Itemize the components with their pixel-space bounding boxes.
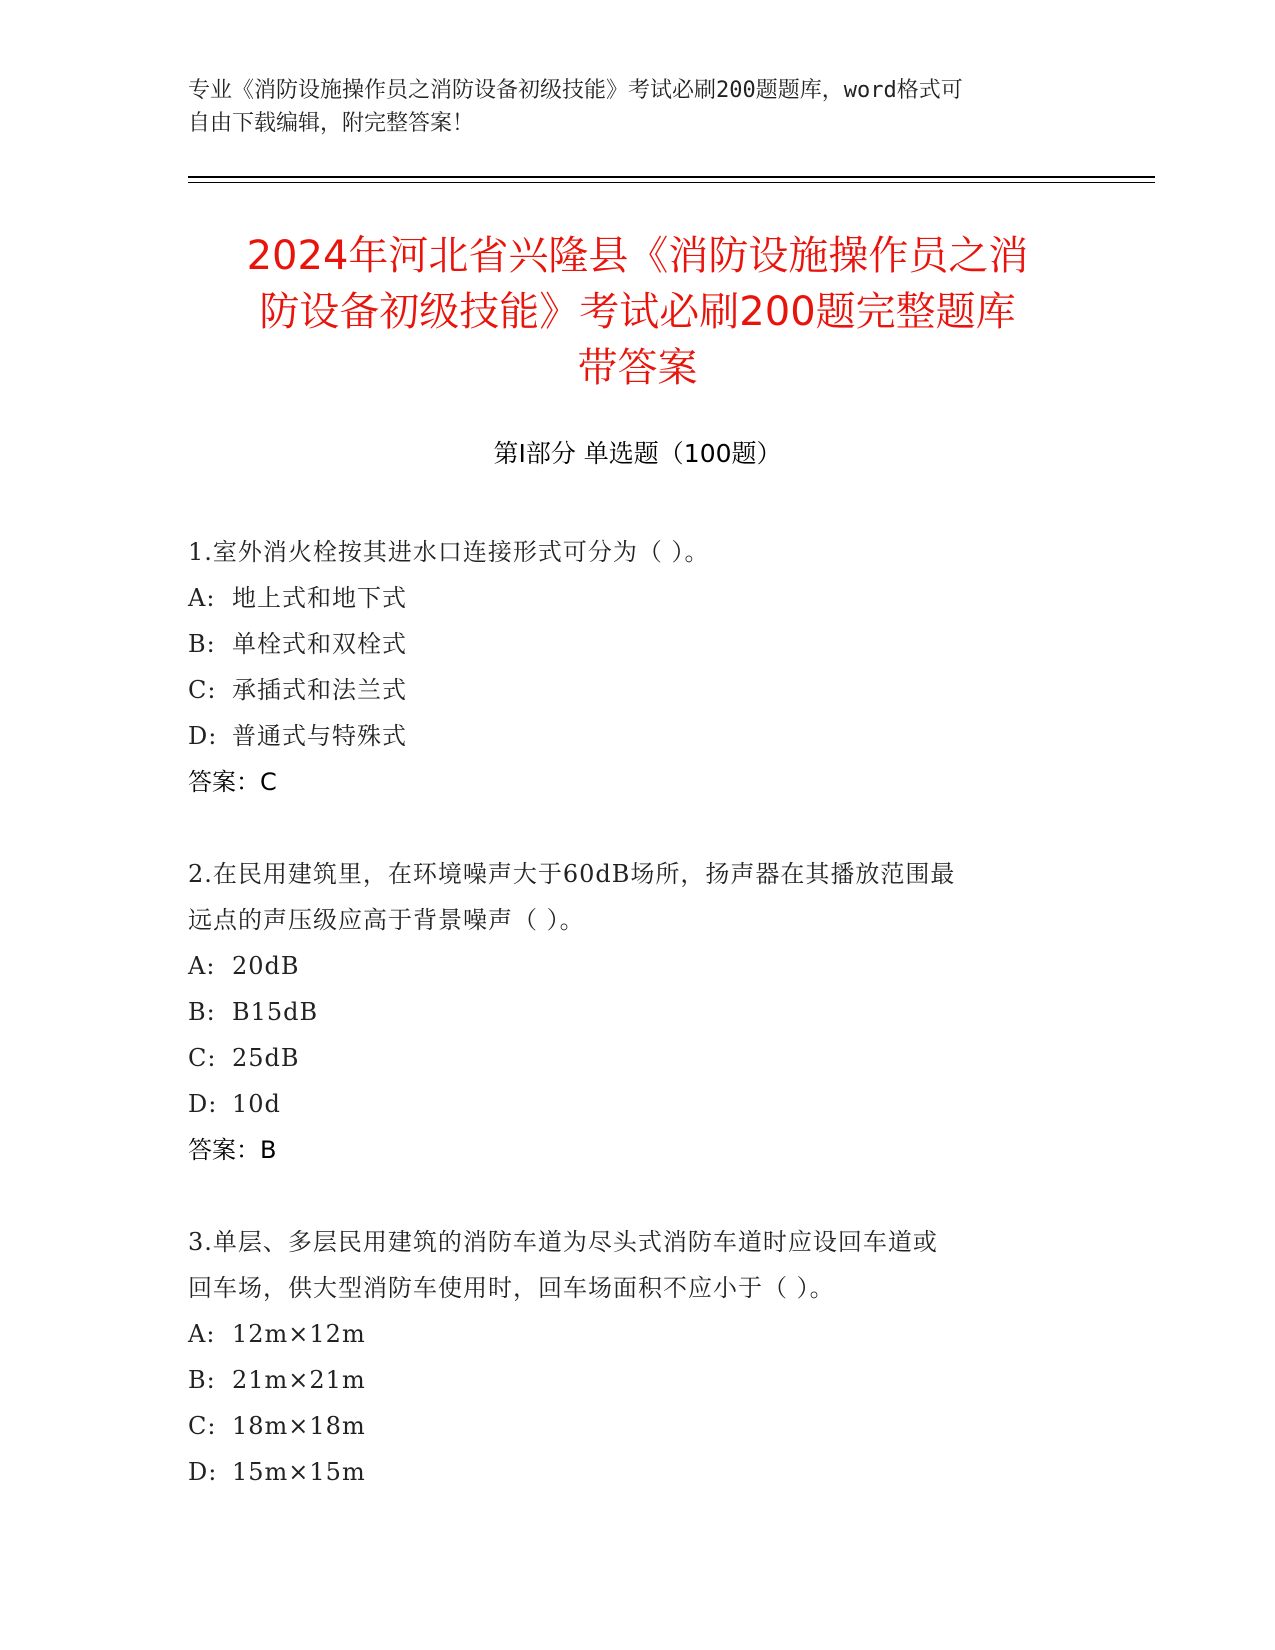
option-text: 普通式与特殊式 — [232, 722, 407, 750]
question-stem-continued: 回车场，供大型消防车使用时，回车场面积不应小于（ ）。 — [188, 1274, 835, 1302]
option-letter: B: — [188, 1366, 216, 1394]
option-text: 承插式和法兰式 — [232, 676, 407, 704]
title-line-1: 2024年河北省兴隆县《消防设施操作员之消 — [246, 233, 1029, 279]
option-b — [188, 989, 1088, 1035]
document-title — [160, 228, 1115, 396]
question-list — [188, 529, 1088, 1541]
option-a — [188, 1311, 1088, 1357]
question-stem: 2.在民用建筑里，在环境噪声大于60dB场所，扬声器在其播放范围最 — [188, 860, 956, 888]
option-letter: B: — [188, 998, 216, 1026]
option-letter: D: — [188, 1090, 218, 1118]
option-b — [188, 621, 1088, 667]
option-letter: A: — [188, 952, 216, 980]
option-letter: D: — [188, 722, 218, 750]
option-text: 10d — [232, 1090, 281, 1118]
option-c — [188, 1035, 1088, 1081]
option-text: 地上式和地下式 — [232, 584, 407, 612]
option-d — [188, 1449, 1088, 1495]
option-letter: C: — [188, 1412, 217, 1440]
question-1 — [188, 529, 1088, 805]
option-letter: C: — [188, 676, 217, 704]
header-divider-thin — [188, 182, 1155, 183]
option-d — [188, 1081, 1088, 1127]
option-text: 12m×12m — [232, 1320, 366, 1348]
option-text: 18m×18m — [232, 1412, 366, 1440]
option-text: 单栓式和双栓式 — [232, 630, 407, 658]
header-divider-thick — [188, 176, 1155, 178]
document-intro — [188, 74, 1088, 140]
section-heading: 第I部分 单选题（100题） — [493, 439, 782, 468]
option-text: B15dB — [232, 998, 319, 1026]
option-a — [188, 943, 1088, 989]
question-3 — [188, 1219, 1088, 1495]
question-stem: 1.室外消火栓按其进水口连接形式可分为（ ）。 — [188, 538, 710, 566]
question-2 — [188, 851, 1088, 1173]
option-letter: D: — [188, 1458, 218, 1486]
answer-line: 答案：B — [188, 1136, 277, 1164]
question-stem-continued: 远点的声压级应高于背景噪声（ ）。 — [188, 906, 585, 934]
option-c — [188, 1403, 1088, 1449]
option-letter: C: — [188, 1044, 217, 1072]
option-a — [188, 575, 1088, 621]
option-b — [188, 1357, 1088, 1403]
answer-line: 答案：C — [188, 768, 277, 796]
option-letter: B: — [188, 630, 216, 658]
question-stem: 3.单层、多层民用建筑的消防车道为尽头式消防车道时应设回车道或 — [188, 1228, 938, 1256]
option-letter: A: — [188, 1320, 216, 1348]
option-text: 21m×21m — [232, 1366, 366, 1394]
option-text: 20dB — [232, 952, 300, 980]
title-line-2: 防设备初级技能》考试必刷200题完整题库 — [259, 289, 1016, 335]
title-line-3: 带答案 — [577, 345, 698, 391]
option-c — [188, 667, 1088, 713]
option-letter: A: — [188, 584, 216, 612]
option-text: 15m×15m — [232, 1458, 366, 1486]
intro-line-2: 自由下载编辑，附完整答案！ — [188, 111, 475, 136]
option-d — [188, 713, 1088, 759]
option-text: 25dB — [232, 1044, 300, 1072]
intro-line-1: 专业《消防设施操作员之消防设备初级技能》考试必刷200题题库，word格式可 — [188, 78, 963, 103]
